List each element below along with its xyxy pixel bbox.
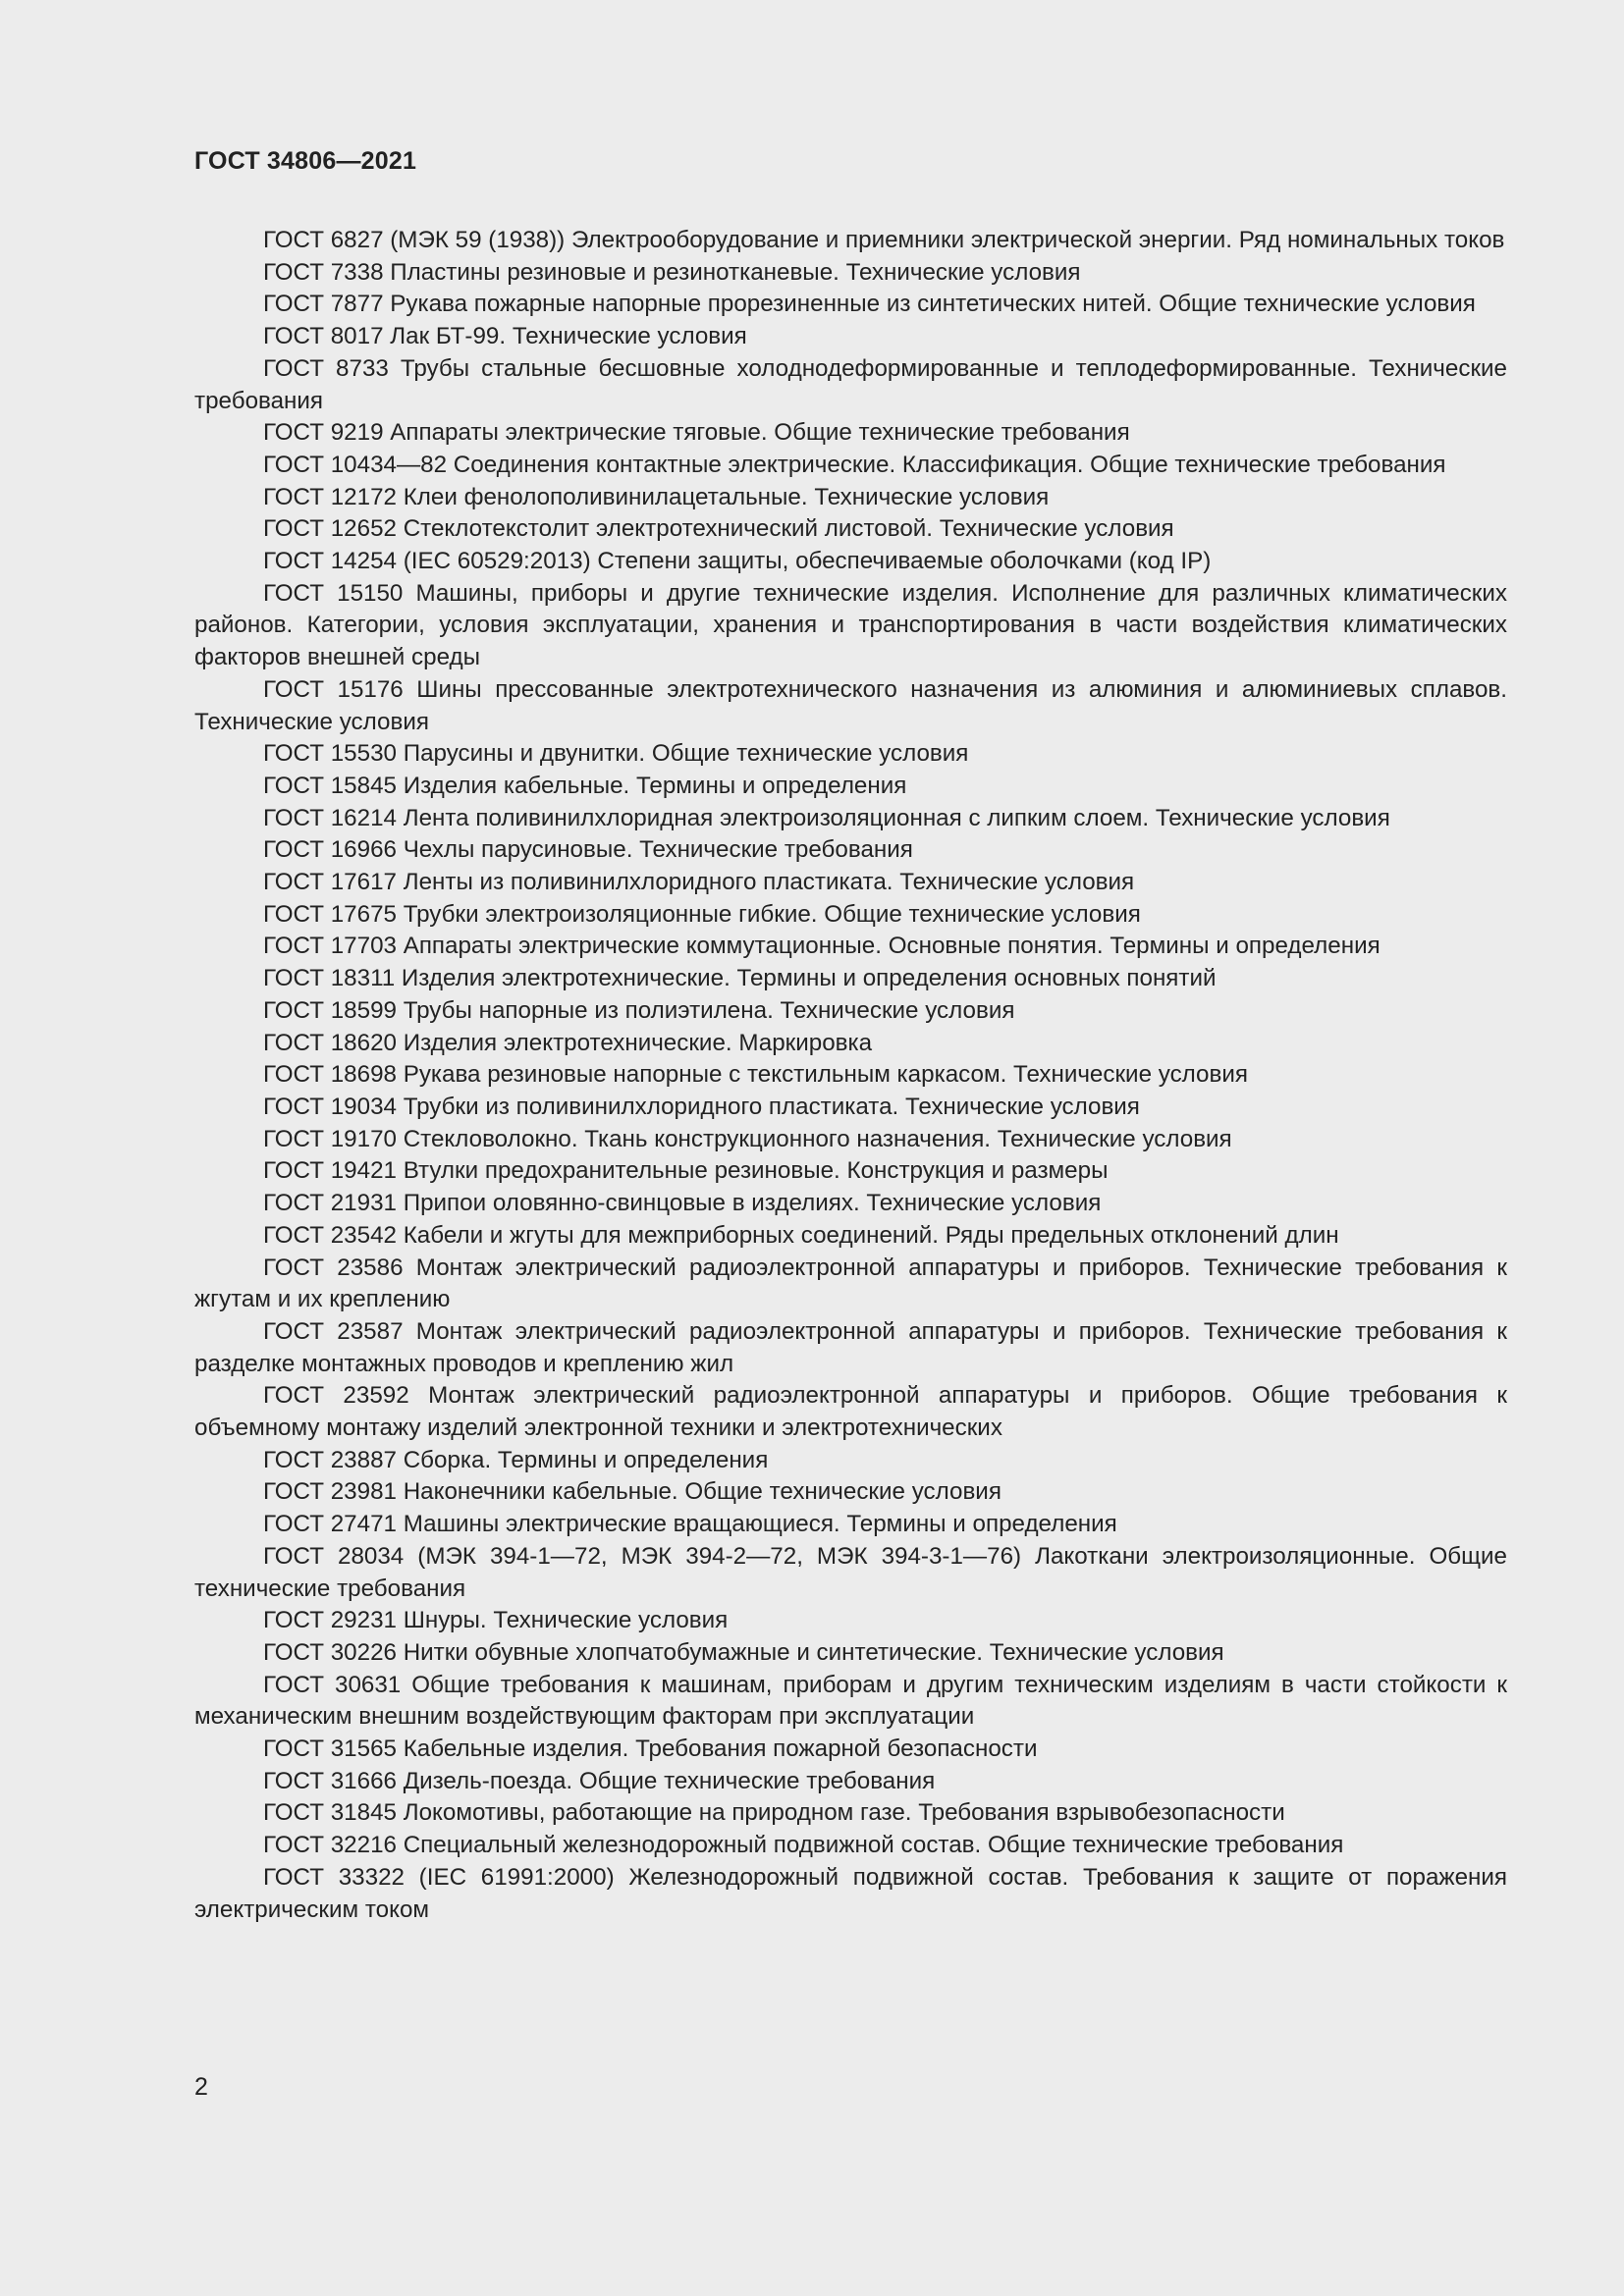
reference-item: ГОСТ 15845 Изделия кабельные. Термины и определения <box>263 772 907 799</box>
reference-item: ГОСТ 12172 Клеи фенолополивинилацетальные. Технические условия <box>263 483 1050 510</box>
document-header: ГОСТ 34806—2021 <box>194 147 417 175</box>
reference-item: ГОСТ 31565 Кабельные изделия. Требования пожарной безопасности <box>263 1735 1038 1763</box>
reference-item: ГОСТ 31845 Локомотивы, работающие на природном газе. Требования взрывобезопасности <box>263 1799 1285 1827</box>
reference-item: ГОСТ 6827 (МЭК 59 (1938)) Электрооборудование и приемники электрической энергии. Ряд номинальных токов <box>263 227 1505 253</box>
reference-item: ГОСТ 9219 Аппараты электрические тяговые. Общие технические требования <box>263 419 1130 447</box>
normative-references-list <box>194 225 1507 1926</box>
reference-item: ГОСТ 33322 (IEC 61991:2000) Железнодорожный подвижной состав. Требования к защите от поражения электрическим током <box>194 1863 1507 1923</box>
page-number: 2 <box>194 2073 208 2101</box>
reference-item: ГОСТ 8017 Лак БТ-99. Технические условия <box>263 323 747 350</box>
reference-item: ГОСТ 19034 Трубки из поливинилхлоридного пластиката. Технические условия <box>263 1093 1140 1120</box>
reference-item: ГОСТ 29231 Шнуры. Технические условия <box>263 1607 729 1634</box>
reference-item: ГОСТ 8733 Трубы стальные бесшовные холоднодеформированные и теплодеформированные. Технические требования <box>194 354 1507 414</box>
reference-item: ГОСТ 16966 Чехлы парусиновые. Технические требования <box>263 836 913 864</box>
reference-item: ГОСТ 15530 Парусины и двунитки. Общие технические условия <box>263 740 969 768</box>
reference-item: ГОСТ 10434—82 Соединения контактные электрические. Классификация. Общие технические требования <box>263 451 1446 478</box>
reference-item: ГОСТ 30226 Нитки обувные хлопчатобумажные и синтетические. Технические условия <box>263 1638 1224 1666</box>
reference-item: ГОСТ 18311 Изделия электротехнические. Термины и определения основных понятий <box>263 965 1217 992</box>
reference-item: ГОСТ 18698 Рукава резиновые напорные с текстильным каркасом. Технические условия <box>263 1061 1248 1089</box>
reference-item: ГОСТ 17703 Аппараты электрические коммутационные. Основные понятия. Термины и определения <box>263 933 1380 960</box>
reference-item: ГОСТ 7338 Пластины резиновые и резинотканевые. Технические условия <box>263 258 1081 286</box>
reference-item: ГОСТ 27471 Машины электрические вращающиеся. Термины и определения <box>263 1511 1117 1538</box>
reference-item: ГОСТ 17675 Трубки электроизоляционные гибкие. Общие технические условия <box>263 900 1141 928</box>
reference-item: ГОСТ 28034 (МЭК 394-1—72, МЭК 394-2—72, МЭК 394-3-1—76) Лакоткани электроизоляционные. Общие технические требования <box>194 1542 1507 1602</box>
reference-item: ГОСТ 23887 Сборка. Термины и определения <box>263 1446 769 1473</box>
reference-item: ГОСТ 23981 Наконечники кабельные. Общие технические условия <box>263 1478 1001 1506</box>
reference-item: ГОСТ 30631 Общие требования к машинам, приборам и другим техническим изделиям в части стойкости к механическим внешним воздействующим факторам при эксплуатации <box>194 1671 1507 1731</box>
reference-item: ГОСТ 18620 Изделия электротехнические. Маркировка <box>263 1029 873 1056</box>
reference-item: ГОСТ 17617 Ленты из поливинилхлоридного пластиката. Технические условия <box>263 869 1135 896</box>
reference-item: ГОСТ 23542 Кабели и жгуты для межприборных соединений. Ряды предельных отклонений длин <box>263 1221 1339 1249</box>
reference-item: ГОСТ 19421 Втулки предохранительные резиновые. Конструкция и размеры <box>263 1157 1109 1185</box>
reference-item: ГОСТ 21931 Припои оловянно-свинцовые в изделиях. Технические условия <box>263 1190 1102 1217</box>
reference-item: ГОСТ 18599 Трубы напорные из полиэтилена. Технические условия <box>263 996 1015 1024</box>
reference-item: ГОСТ 12652 Стеклотекстолит электротехнический листовой. Технические условия <box>263 515 1174 543</box>
reference-item: ГОСТ 15176 Шины прессованные электротехнического назначения из алюминия и алюминиевых сплавов. Технические условия <box>194 675 1507 735</box>
reference-item: ГОСТ 23587 Монтаж электрический радиоэлектронной аппаратуры и приборов. Технические требования к разделке монтажных проводов и креплению жил <box>194 1317 1507 1377</box>
reference-item: ГОСТ 15150 Машины, приборы и другие технические изделия. Исполнение для различных климатических районов. Категории, условия эксплуатации, хранения и транспортирования в части воздействия климатических факторов внешней среды <box>194 579 1507 671</box>
reference-item: ГОСТ 16214 Лента поливинилхлоридная электроизоляционная с липким слоем. Технические условия <box>263 804 1390 831</box>
reference-item: ГОСТ 31666 Дизель-поезда. Общие технические требования <box>263 1767 936 1794</box>
reference-item: ГОСТ 23592 Монтаж электрический радиоэлектронной аппаратуры и приборов. Общие требования к объемному монтажу изделий электронной техники и электротехнических <box>194 1382 1507 1442</box>
reference-item: ГОСТ 23586 Монтаж электрический радиоэлектронной аппаратуры и приборов. Технические требования к жгутам и их креплению <box>194 1254 1507 1313</box>
reference-item: ГОСТ 19170 Стекловолокно. Ткань конструкционного назначения. Технические условия <box>263 1125 1232 1152</box>
reference-item: ГОСТ 7877 Рукава пожарные напорные прорезиненные из синтетических нитей. Общие технические условия <box>263 291 1476 318</box>
reference-item: ГОСТ 14254 (IEC 60529:2013) Степени защиты, обеспечиваемые оболочками (код IP) <box>263 548 1212 575</box>
reference-item: ГОСТ 32216 Специальный железнодорожный подвижной состав. Общие технические требования <box>263 1832 1344 1859</box>
